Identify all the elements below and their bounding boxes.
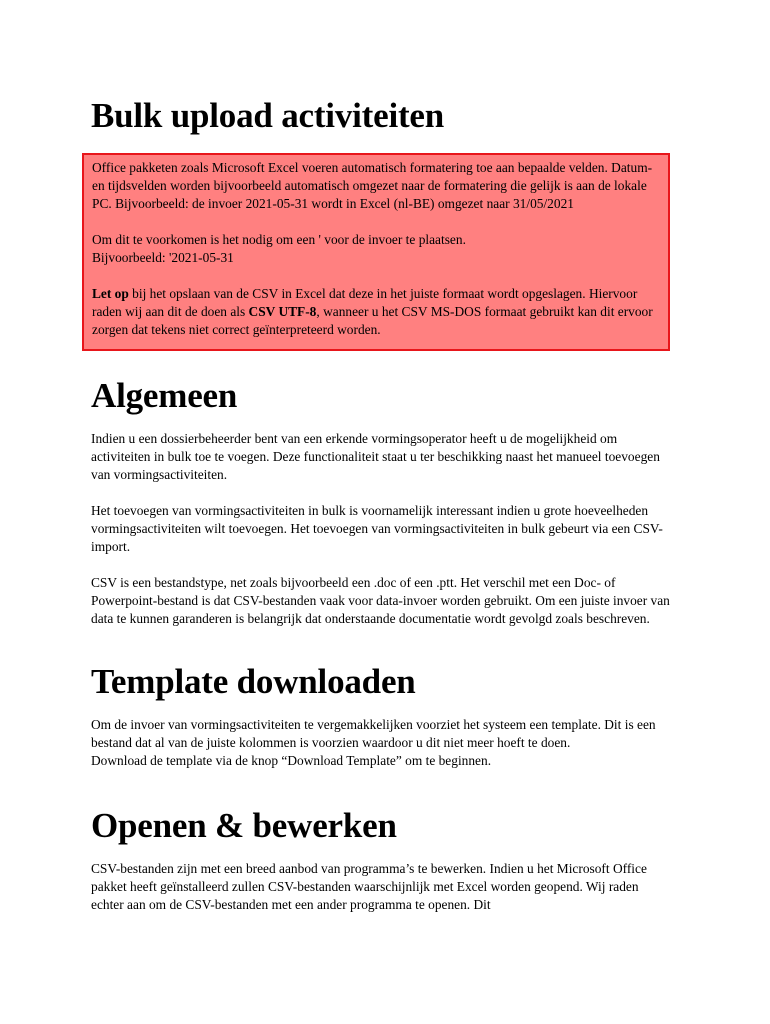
- notice-prefix-line: Om dit te voorkomen is het nodig om een ' voor de invoer te plaatsen.: [92, 232, 466, 247]
- notice-example-line: Bijvoorbeeld: '2021-05-31: [92, 250, 234, 265]
- algemeen-paragraph-1: Indien u een dossierbeheerder bent van een erkende vormingsoperator heeft u de mogelijkheid om activiteiten in bulk toe te voegen. Deze functionaliteit staat u ter beschikking naast het manueel toevoegen van vormingsactiviteiten.: [91, 431, 660, 482]
- openen-paragraph-1: CSV-bestanden zijn met een breed aanbod van programma’s te bewerken. Indien u het Microsoft Office pakket heeft geïnstalleerd zullen CSV-bestanden waarschijnlijk met Excel worden geopend. Wij raden echter aan om de CSV-bestanden met een ander programma te openen. Dit: [91, 861, 647, 912]
- template-paragraph: [91, 716, 671, 770]
- section-openen-bewerken: [91, 806, 671, 932]
- notice-paragraph-save-format: [92, 285, 660, 339]
- section-heading-algemeen: Algemeen: [91, 376, 238, 415]
- notice-let-op: Let op: [92, 286, 129, 301]
- template-description: Om de invoer van vormingsactiviteiten te vergemakkelijken voorziet het systeem een template. Dit is een bestand dat al van de juiste kolommen is voorzien waardoor u dit niet meer hoeft te doen.: [91, 717, 656, 750]
- section-heading-openen: Openen & bewerken: [91, 806, 397, 845]
- notice-csv-utf8: CSV UTF-8: [248, 304, 317, 319]
- algemeen-paragraph-2: Het toevoegen van vormingsactiviteiten in bulk is voornamelijk interessant indien u grote hoeveelheden vormingsactiviteiten wilt toevoegen. Het toevoegen van vormingsactiviteiten in bulk gebeurt via een CSV-import.: [91, 503, 663, 554]
- section-template-downloaden: [91, 662, 671, 788]
- notice-paragraph-prefix: [92, 231, 660, 267]
- section-heading-template: Template downloaden: [91, 662, 416, 701]
- algemeen-paragraph-3: CSV is een bestandstype, net zoals bijvoorbeeld een .doc of een .ptt. Het verschil met een Doc- of Powerpoint-bestand is dat CSV-bestanden vaak voor data-invoer worden gebruikt. Om een juiste invoer van data te kunnen garanderen is belangrijk dat onderstaande documentatie wordt gevolgd zoals beschreven.: [91, 575, 670, 626]
- template-download-instruction: Download de template via de knop “Download Template” om te beginnen.: [91, 753, 492, 768]
- notice-paragraph-formatting: Office pakketen zoals Microsoft Excel voeren automatisch formatering toe aan bepaalde velden. Datum- en tijdsvelden worden bijvoorbeeld automatisch omgezet naar de formatering die gelijk is aan de lokale PC. Bijvoorbeeld: de invoer 2021-05-31 wordt in Excel (nl-BE) omgezet naar 31/05/2021: [92, 160, 653, 211]
- excel-warning-box: [82, 153, 670, 351]
- page-title: Bulk upload activiteiten: [91, 96, 445, 135]
- section-algemeen: [91, 376, 671, 646]
- notice-save-text-2: , wanneer u het CSV MS-DOS formaat gebruikt kan dit ervoor zorgen dat tekens niet correct geïnterpreteerd worden.: [92, 304, 653, 337]
- notice-save-text-1: bij het opslaan van de CSV in Excel dat deze in het juiste formaat wordt opgeslagen. Hiervoor raden wij aan dit de doen als: [92, 286, 638, 319]
